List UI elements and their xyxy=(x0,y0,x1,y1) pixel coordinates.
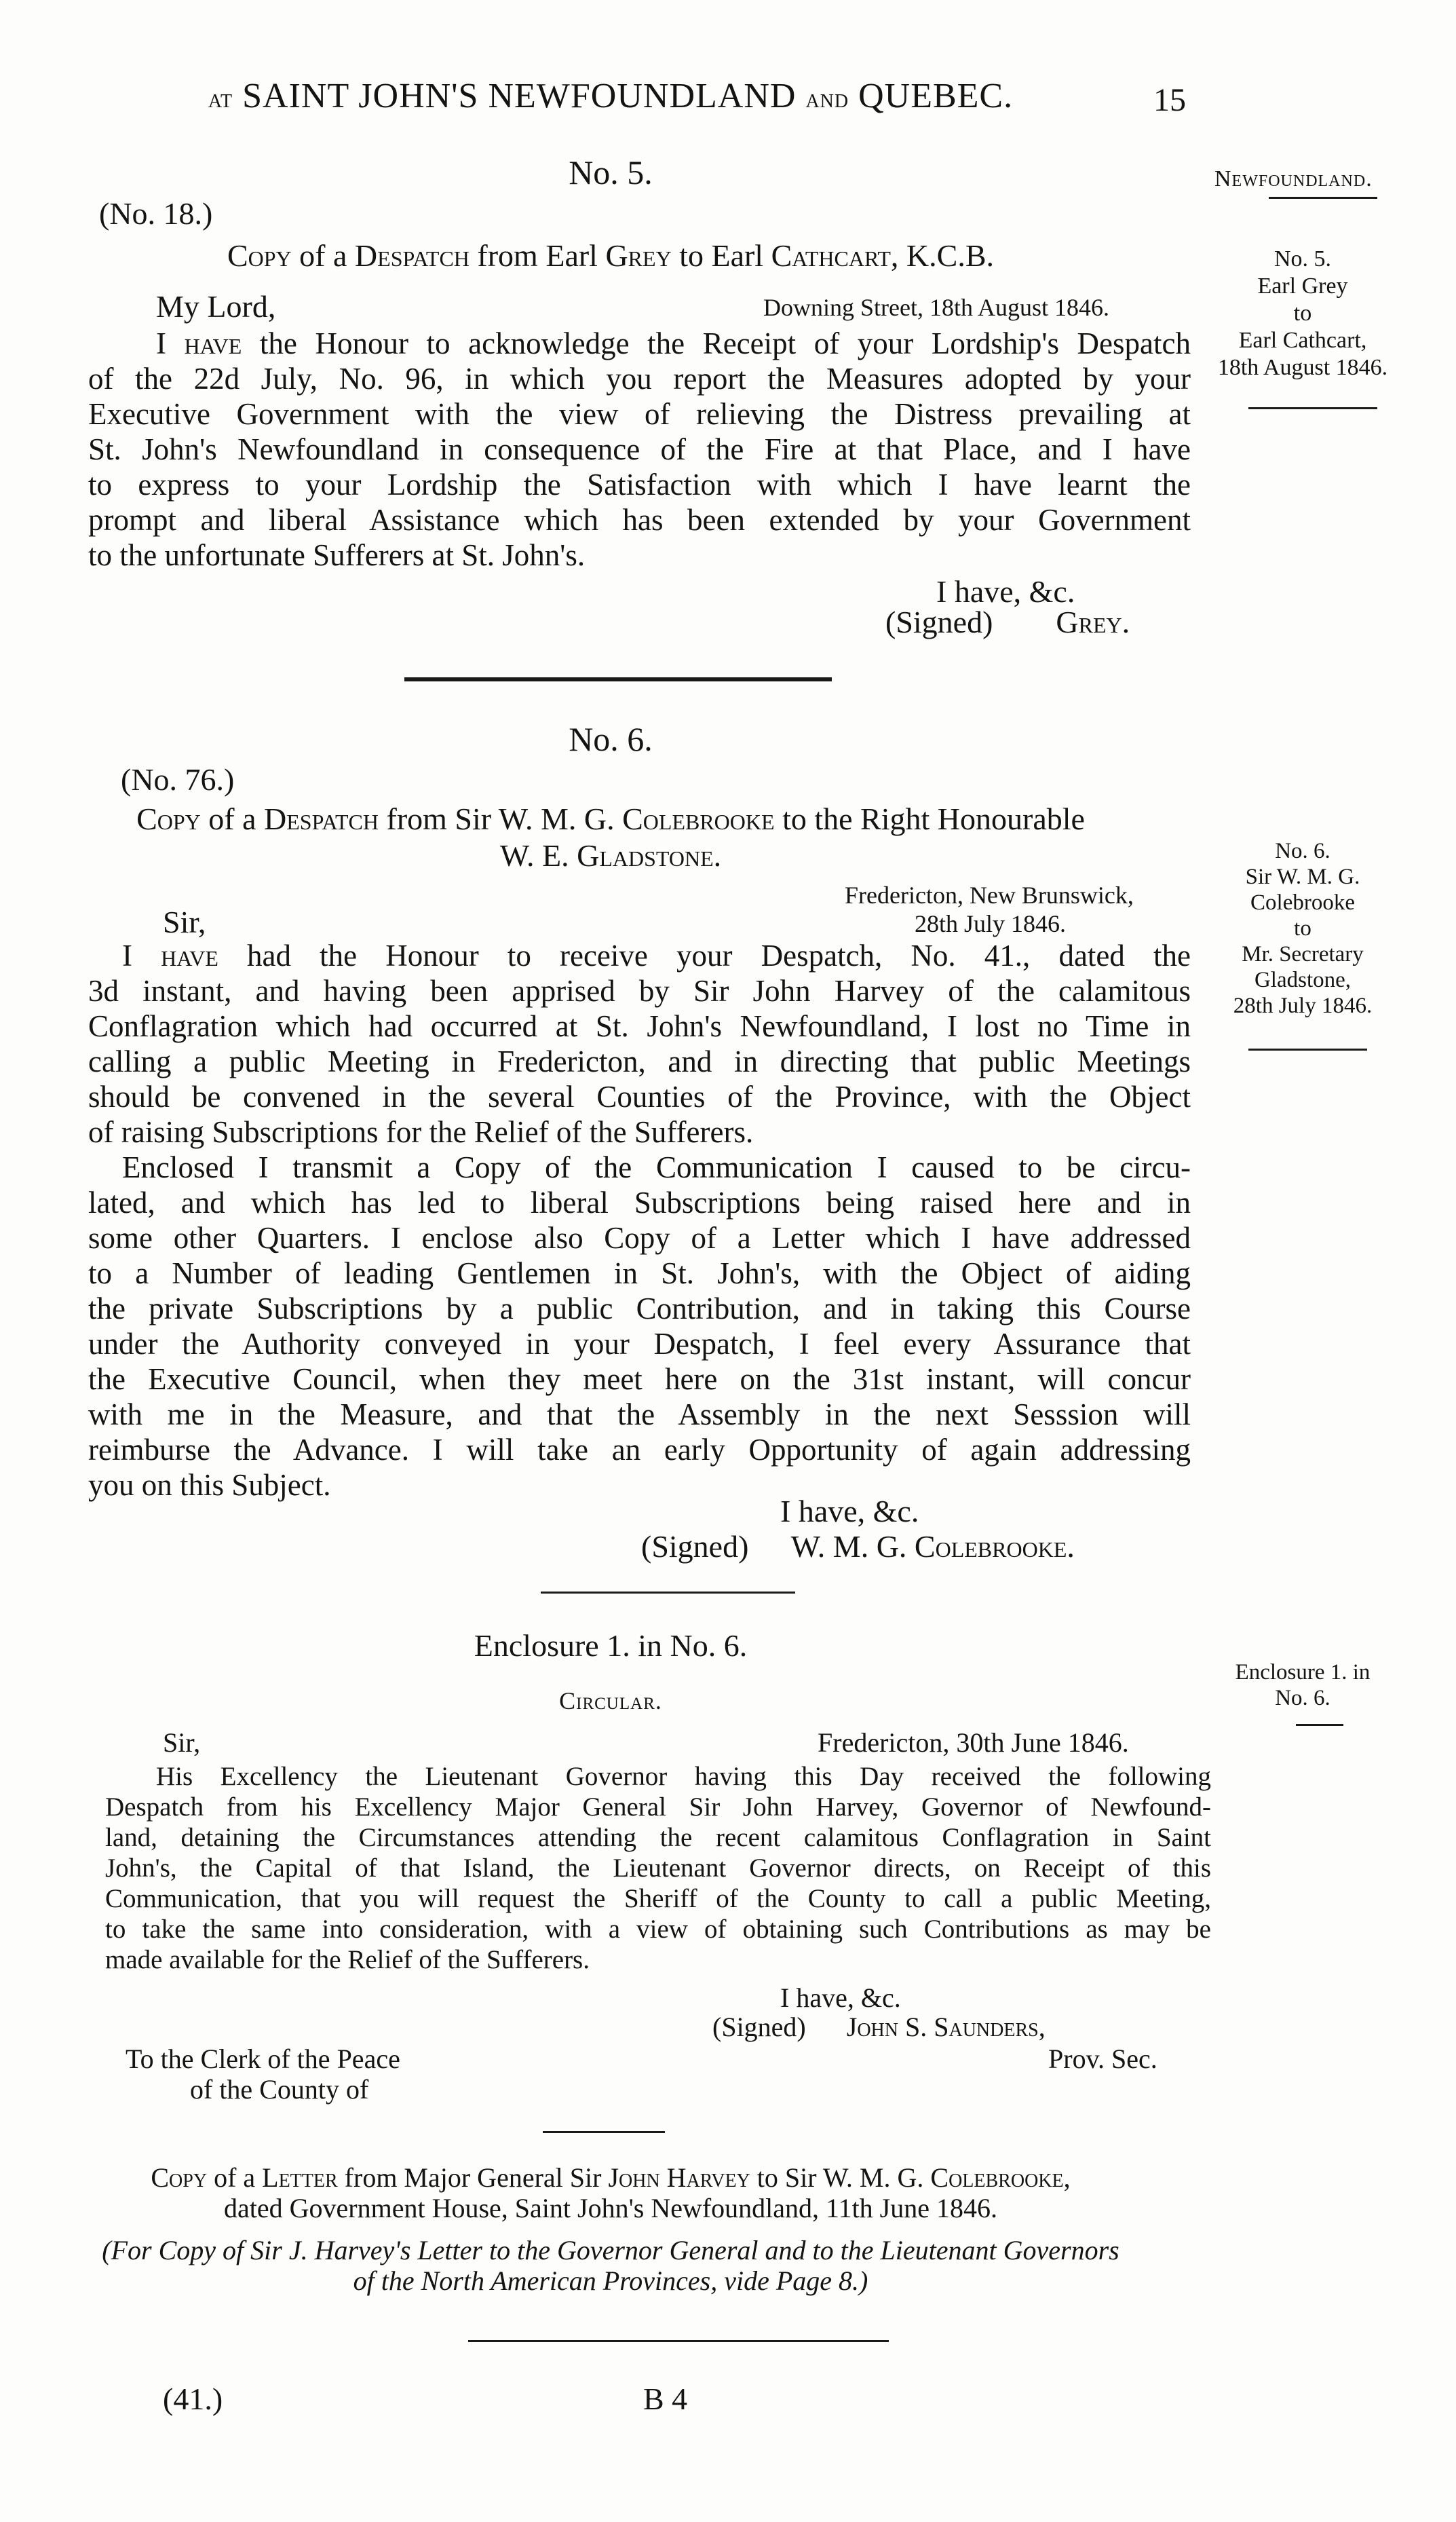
margin-rule xyxy=(1248,407,1377,409)
no6-paragraph-2: Enclosed I transmit a Copy of the Communication I caused to be circu- lated, and which has led to liberal Subscriptions being raised here and in some other Quarters. I enclose also Copy of a Letter which I have addressed to a Number of leading Gentlemen in St. John's, with the Object of aiding the private Subscriptions by a public Contribution, and in taking this Course under the Authority conveyed in your Despatch, I feel every Assurance that the Executive Council, when they meet here on the 31st instant, will concur with me in the Measure, and that the Assembly in the next Sesssion will reimburse the Advance. I will take an early Opportunity of again addressing you on this Subject. xyxy=(88,1150,1191,1502)
no6-place: Fredericton, New Brunswick, xyxy=(845,882,1134,909)
no6-reference: (No. 76.) xyxy=(121,762,235,797)
no6-closing: I have, &c. xyxy=(780,1494,919,1528)
margin-note-no5: No. 5. Earl Grey to Earl Cathcart, 18th August 1846. xyxy=(1217,246,1388,380)
letter-note-line1: Copy of a Letter from Major General Sir John Harvey to Sir W. M. G. Colebrooke, xyxy=(151,2162,1071,2193)
enclosure-heading: Enclosure 1. in No. 6. xyxy=(474,1628,748,1663)
enclosure-closing: I have, &c. xyxy=(780,1982,901,2013)
footer-signature-mark: B 4 xyxy=(643,2382,688,2416)
section-divider xyxy=(468,2340,889,2342)
no5-reference: (No. 18.) xyxy=(99,196,213,231)
enclosure-signer-title: Prov. Sec. xyxy=(1048,2044,1157,2074)
enclosure-subheading: Circular. xyxy=(559,1687,662,1714)
section-divider xyxy=(541,1592,795,1594)
no6-signature: (Signed) W. M. G. Colebrooke. xyxy=(641,1529,1075,1564)
margin-note-no6: No. 6. Sir W. M. G. Colebrooke to Mr. Secretary Gladstone, 28th July 1846. xyxy=(1233,839,1373,1018)
enclosure-salutation: Sir, xyxy=(163,1727,201,1758)
enclosure-place-date: Fredericton, 30th June 1846. xyxy=(818,1727,1129,1758)
margin-note-enclosure: Enclosure 1. in No. 6. xyxy=(1235,1660,1371,1710)
header-title: SAINT JOHN'S NEWFOUNDLAND xyxy=(242,77,797,115)
no5-title: Copy of a Despatch from Earl Grey to Earl Cathcart, K.C.B. xyxy=(227,238,995,273)
section-divider xyxy=(404,677,832,681)
enclosure-signature: (Signed) John S. Saunders, xyxy=(712,2012,1046,2042)
letter-note-line2: dated Government House, Saint John's Newfoundland, 11th June 1846. xyxy=(224,2193,997,2223)
no6-paragraph-1: I have had the Honour to receive your Despatch, No. 41., dated the 3d instant, and having been apprised by Sir John Harvey of the calamitous Conflagration which had occurred at St. John's Newfoundland, I lost no Time in calling a public Meeting in Fredericton, and in directing that public Meetings should be convened in the several Counties of the Province, with the Object of raising Subscriptions for the Relief of the Sufferers. xyxy=(88,939,1191,1149)
header-and: and xyxy=(805,83,849,113)
no5-salutation: My Lord, xyxy=(156,289,276,324)
no6-date: 28th July 1846. xyxy=(915,910,1067,937)
page-number: 15 xyxy=(1153,82,1186,118)
enclosure-addressee-county: of the County of xyxy=(190,2074,369,2105)
no5-signature: (Signed) Grey. xyxy=(885,605,1130,639)
footer-reference: (41.) xyxy=(163,2382,223,2416)
no5-body: I have the Honour to acknowledge the Receipt of your Lordship's Despatch of the 22d July, No. 96, in which you report the Measures adopted by your Executive Government with the view of relieving the Distress prevailing at St. John's Newfoundland in consequence of the Fire at that Place, and I have to express to your Lordship the Satisfaction with which I have learnt the prompt and liberal Assistance which has been extended by your Government to the unfortunate Sufferers at St. John's. xyxy=(88,326,1191,572)
margin-rule xyxy=(1296,1724,1343,1726)
header-prefix: at xyxy=(208,83,233,113)
no5-heading: No. 5. xyxy=(569,153,653,191)
letter-note-italic-line2: of the North American Provinces, vide Page 8.) xyxy=(353,2265,868,2296)
section-divider xyxy=(543,2131,665,2133)
no6-heading: No. 6. xyxy=(569,720,653,758)
running-header xyxy=(0,76,1221,116)
no5-place-date: Downing Street, 18th August 1846. xyxy=(763,294,1109,321)
margin-rule xyxy=(1248,1049,1367,1051)
enclosure-body: His Excellency the Lieutenant Governor having this Day received the following Despatch from his Excellency Major General Sir John Harvey, Governor of Newfound- land, detaining the Circumstances attending the recent calamitous Conflagration in Saint John's, the Capital of that Island, the Lieutenant Governor directs, on Receipt of this Communication, that you will request the Sheriff of the County to call a public Meeting, to take the same into consideration, with a view of obtaining such Contributions as may be made available for the Relief of the Sufferers. xyxy=(105,1762,1211,1974)
no6-title-line2: W. E. Gladstone. xyxy=(499,838,722,873)
margin-section-label: Newfoundland. xyxy=(1214,166,1373,191)
margin-rule xyxy=(1269,197,1377,199)
letter-note-italic-line1: (For Copy of Sir J. Harvey's Letter to the Governor General and to the Lieutenant Governors xyxy=(102,2235,1119,2265)
header-title-end: QUEBEC. xyxy=(858,77,1014,115)
no6-salutation: Sir, xyxy=(163,905,206,939)
no6-title-line1: Copy of a Despatch from Sir W. M. G. Colebrooke to the Right Honourable xyxy=(136,802,1085,836)
enclosure-addressee: To the Clerk of the Peace xyxy=(126,2044,400,2074)
no5-closing: I have, &c. xyxy=(936,574,1075,609)
